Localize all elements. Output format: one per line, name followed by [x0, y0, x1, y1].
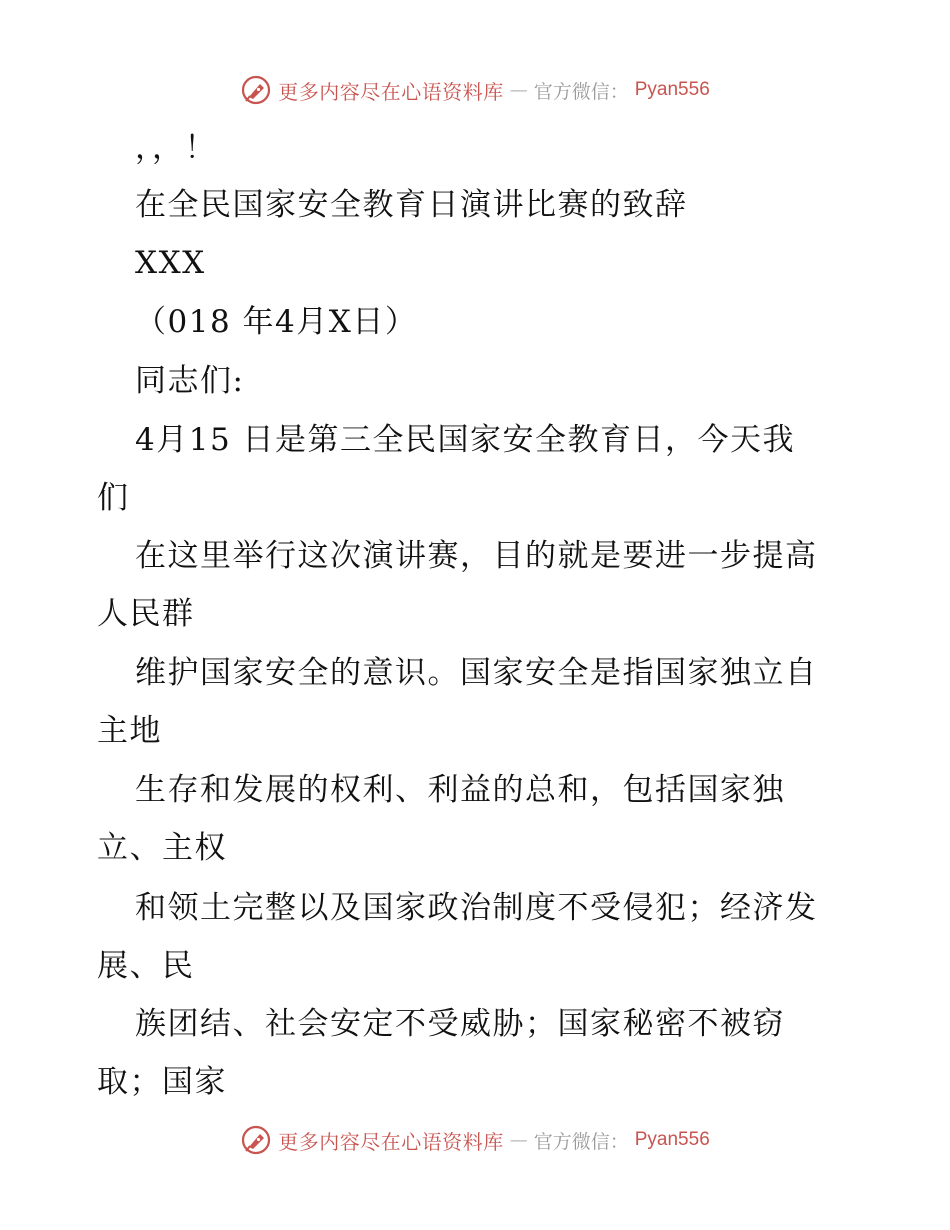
header-watermark: [0, 70, 950, 110]
watermark-wechat-id: Pyan556: [634, 79, 710, 100]
document-title: 在全民国家安全教育日演讲比赛的致辞: [135, 187, 688, 223]
watermark-brand-text: 更多内容尽在心语资料库: [278, 79, 504, 104]
body-line: 们: [97, 480, 130, 516]
body-line: 和领土完整以及国家政治制度不受侵犯；经济发: [135, 890, 818, 926]
body-line: 4月15 日是第三全民国家安全教育日，今天我: [135, 422, 796, 458]
pen-nib-logo-icon: [240, 74, 272, 106]
body-line: 展、民: [97, 948, 195, 984]
watermark-dash: —: [509, 1129, 528, 1151]
body-line: 在这里举行这次演讲赛，目的就是要进一步提高: [135, 538, 818, 574]
watermark-wechat-label: 官方微信：: [533, 80, 629, 103]
speech-date: （018 年4月X日）: [135, 304, 418, 340]
punctuation-line: ，，！: [135, 130, 217, 166]
body-line: 维护国家安全的意识。国家安全是指国家独立自: [135, 655, 818, 691]
pen-nib-logo-icon: [240, 1124, 272, 1156]
body-line: 取；国家: [97, 1064, 227, 1100]
body-line: 立、主权: [97, 830, 227, 866]
salutation: 同志们:: [135, 363, 245, 399]
watermark-wechat-id: Pyan556: [634, 1129, 710, 1150]
body-line: 生存和发展的权利、利益的总和，包括国家独: [135, 772, 785, 808]
watermark-brand-text: 更多内容尽在心语资料库: [278, 1129, 504, 1154]
author-name: XXX: [135, 245, 206, 281]
watermark-wechat-label: 官方微信：: [533, 1130, 629, 1153]
body-line: 族团结、社会安定不受威胁；国家秘密不被窃: [135, 1006, 785, 1042]
body-line: 人民群: [97, 596, 195, 632]
body-line: 主地: [97, 713, 162, 749]
watermark-dash: —: [509, 79, 528, 101]
footer-watermark: [0, 1120, 950, 1160]
